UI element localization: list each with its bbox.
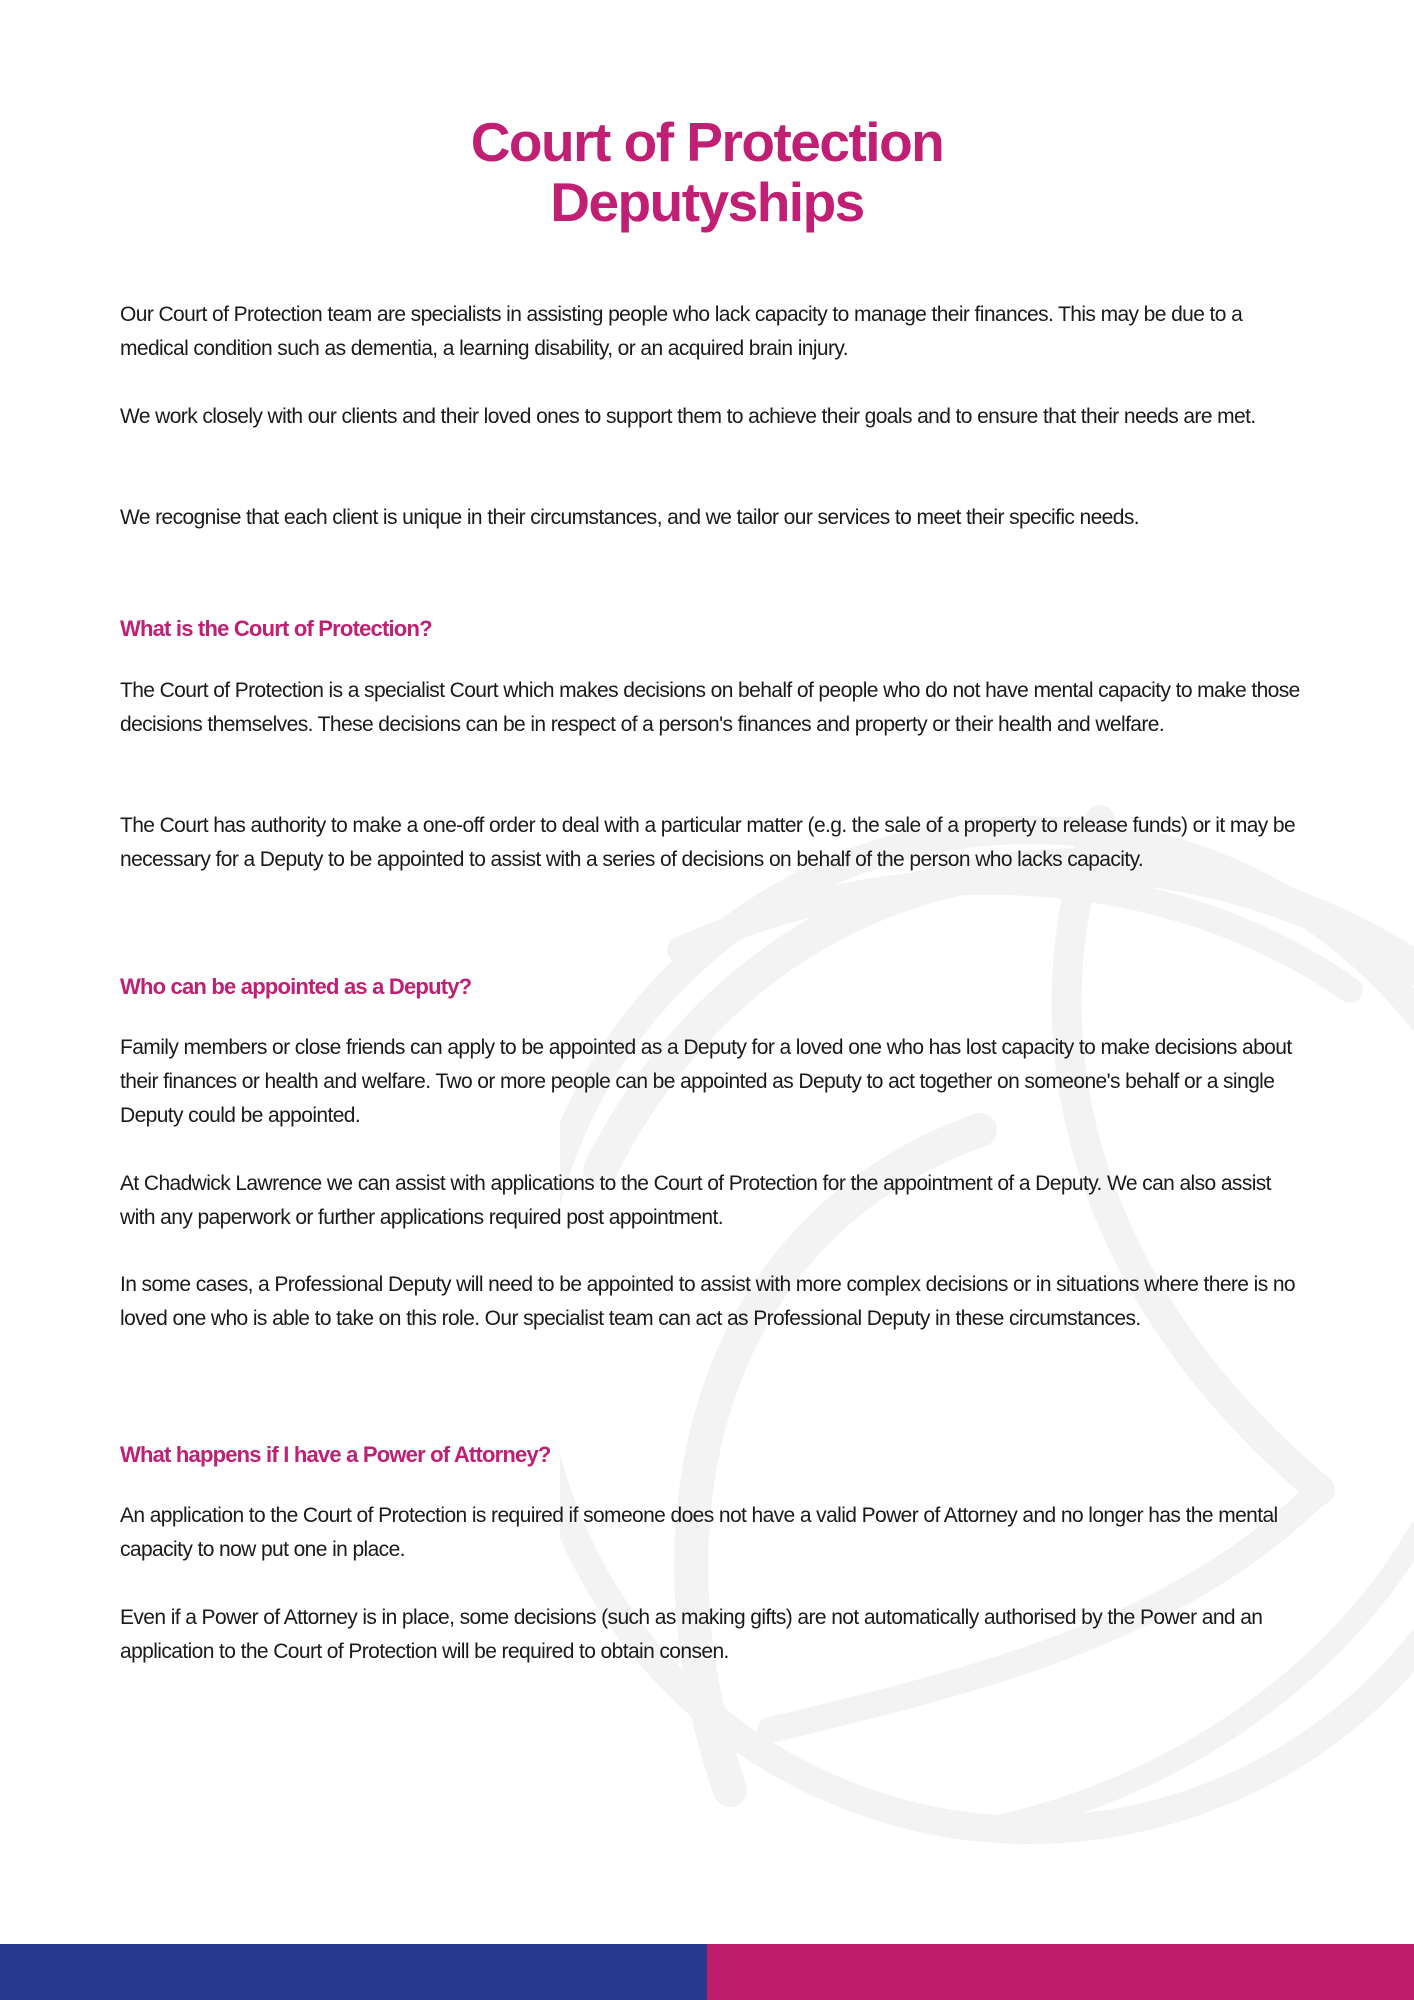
footer-bar-blue	[0, 1944, 707, 2000]
body-paragraph: Family members or close friends can apply to be appointed as a Deputy for a loved one who has lost capacity to make decisions about their finances or health and welfare. Two or more people can be appointed as Deputy to act together on someone's behalf or a single Deputy could be appointed.	[120, 1036, 1292, 1127]
body-paragraph: The Court has authority to make a one-off order to deal with a particular matter (e.g. the sale of a property to release funds) or it may be necessary for a Deputy to be appointed to assist with a series of decisions on behalf of the person who lacks capacity.	[120, 814, 1296, 871]
footer-bar-magenta	[707, 1944, 1414, 2000]
section-heading: What happens if I have a Power of Attorney?	[120, 1442, 551, 1467]
title-line-2: Deputyships	[550, 171, 864, 233]
body-paragraph: An application to the Court of Protection is required if someone does not have a valid Power of Attorney and no longer has the mental capacity to now put one in place.	[120, 1504, 1278, 1561]
body-paragraph: In some cases, a Professional Deputy will need to be appointed to assist with more complex decisions or in situations where there is no loved one who is able to take on this role. Our specialist team can act as Professional Deputy in these circumstances.	[120, 1273, 1295, 1330]
body-paragraph: Even if a Power of Attorney is in place, some decisions (such as making gifts) are not automatically authorised by the Power and an application to the Court of Protection will be required to obtain consen.	[120, 1606, 1263, 1663]
section-heading: What is the Court of Protection?	[120, 616, 432, 641]
intro-paragraph: We recognise that each client is unique in their circumstances, and we tailor our services to meet their specific needs.	[120, 506, 1139, 529]
intro-paragraph: Our Court of Protection team are specialists in assisting people who lack capacity to manage their finances. This may be due to a medical condition such as dementia, a learning disability, or an acquired brain injury.	[120, 303, 1243, 360]
title-line-1: Court of Protection	[470, 111, 944, 173]
section-heading: Who can be appointed as a Deputy?	[120, 974, 472, 999]
intro-paragraph: We work closely with our clients and their loved ones to support them to achieve their goals and to ensure that their needs are met.	[120, 405, 1256, 428]
page-title	[0, 112, 1414, 232]
body-paragraph: The Court of Protection is a specialist Court which makes decisions on behalf of people who do not have mental capacity to make those decisions themselves. These decisions can be in respect of a person's finances and property or their health and welfare.	[120, 679, 1300, 736]
body-paragraph: At Chadwick Lawrence we can assist with applications to the Court of Protection for the appointment of a Deputy. We can also assist with any paperwork or further applications required post appointment.	[120, 1172, 1271, 1229]
